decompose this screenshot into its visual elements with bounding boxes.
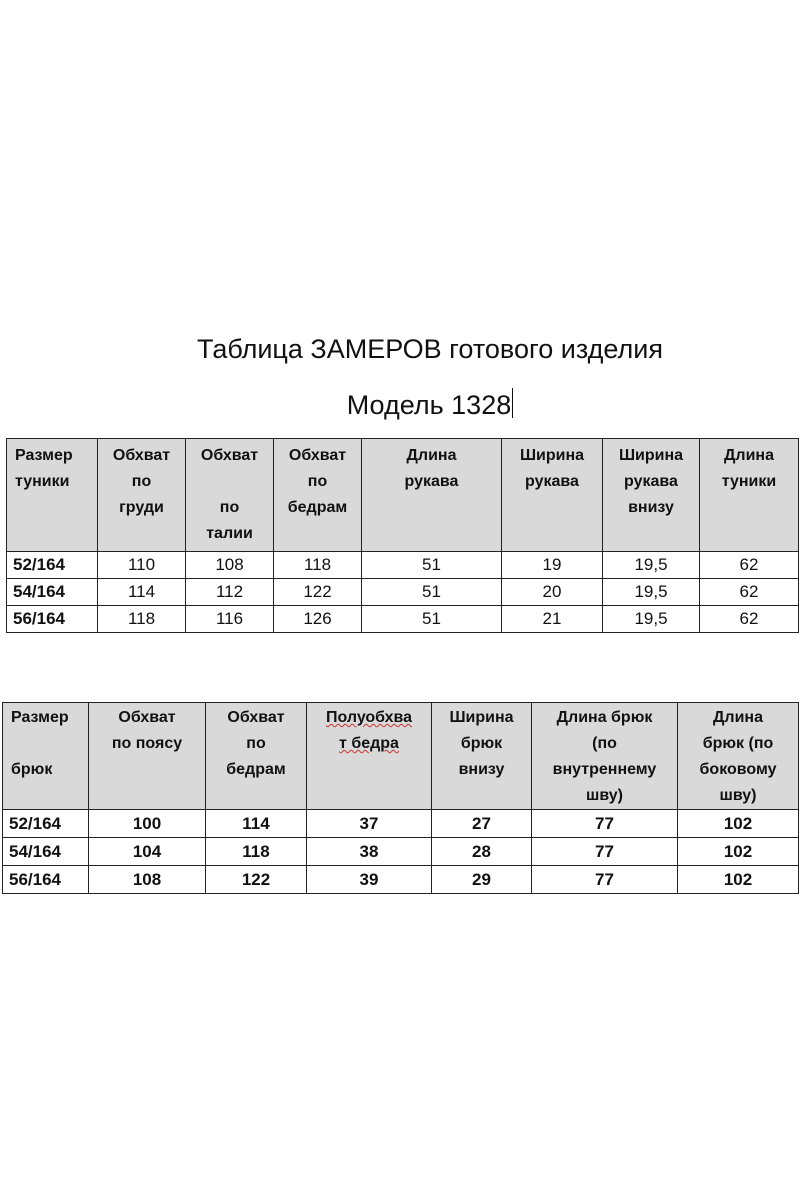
header-line: (по [592, 735, 617, 752]
value-cell: 51 [362, 552, 502, 579]
tunic-header-cell [502, 439, 603, 552]
header-line: Ширина [449, 709, 514, 726]
pants-header-cell [89, 703, 206, 810]
value-cell: 102 [678, 810, 799, 838]
value-cell: 21 [502, 606, 603, 633]
header-line: шву) [719, 787, 757, 804]
table-row [7, 552, 799, 579]
value-cell: 19,5 [603, 606, 700, 633]
value-cell: 39 [307, 866, 432, 894]
pants-header-cell [206, 703, 307, 810]
header-line: Обхват [112, 447, 171, 464]
value-cell: 122 [206, 866, 307, 894]
header-line: туники [15, 473, 70, 490]
header-line: рукава [525, 473, 579, 490]
header-line: брюк [460, 735, 503, 752]
size-cell: 52/164 [7, 552, 98, 579]
value-cell: 104 [89, 838, 206, 866]
pants-header-row [3, 703, 799, 810]
header-line: Длина брюк [556, 709, 653, 726]
header-line: Обхват [118, 709, 176, 726]
value-cell: 51 [362, 579, 502, 606]
header-line: Полуобхва [325, 709, 412, 726]
value-cell: 108 [89, 866, 206, 894]
tunic-header-cell [362, 439, 502, 552]
pants-header-cell [3, 703, 89, 810]
table-row [7, 579, 799, 606]
header-line: Размер [11, 709, 69, 726]
value-cell: 20 [502, 579, 603, 606]
header-line: рукава [404, 473, 459, 490]
header-line: по поясу [111, 735, 183, 752]
value-cell: 77 [532, 838, 678, 866]
header-line: внизу [628, 499, 674, 516]
tunic-header-row [7, 439, 799, 552]
header-line: Ширина [519, 447, 585, 464]
value-cell: 118 [274, 552, 362, 579]
header-line: талии [206, 525, 253, 542]
header-line [186, 469, 273, 495]
value-cell: 38 [307, 838, 432, 866]
table-row [3, 866, 799, 894]
tunic-header-cell [603, 439, 700, 552]
table-row [3, 810, 799, 838]
value-cell: 102 [678, 838, 799, 866]
pants-header-cell [432, 703, 532, 810]
header-line: внутреннему [552, 761, 657, 778]
size-cell: 56/164 [7, 606, 98, 633]
header-line: Обхват [200, 447, 259, 464]
value-cell: 102 [678, 866, 799, 894]
model-label: Модель 1328 [346, 390, 512, 420]
text-cursor [512, 388, 513, 418]
value-cell: 77 [532, 866, 678, 894]
header-line: брюк (по [702, 735, 774, 752]
value-cell: 110 [98, 552, 186, 579]
header-line: по [307, 473, 328, 490]
header-line [11, 731, 88, 757]
header-line: по [219, 499, 240, 516]
document-title: Таблица ЗАМЕРОВ готового изделия [197, 334, 663, 364]
header-line: внизу [458, 761, 505, 778]
header-line: Размер [15, 447, 73, 464]
value-cell: 19 [502, 552, 603, 579]
table-row [3, 838, 799, 866]
value-cell: 27 [432, 810, 532, 838]
header-line: Ширина [618, 447, 684, 464]
value-cell: 62 [700, 579, 799, 606]
value-cell: 108 [186, 552, 274, 579]
value-cell: 118 [98, 606, 186, 633]
header-line: Длина [406, 447, 457, 464]
value-cell: 29 [432, 866, 532, 894]
value-cell: 62 [700, 552, 799, 579]
value-cell: 114 [98, 579, 186, 606]
size-cell: 54/164 [7, 579, 98, 606]
value-cell: 62 [700, 606, 799, 633]
size-cell: 56/164 [3, 866, 89, 894]
tunic-header-cell [700, 439, 799, 552]
pants-header-cell [532, 703, 678, 810]
header-line: Обхват [227, 709, 285, 726]
header-line: брюк [11, 761, 53, 778]
header-line: по [246, 735, 266, 752]
value-cell: 118 [206, 838, 307, 866]
tunic-measurements-table [6, 438, 799, 633]
header-line: боковому [699, 761, 777, 778]
header-line: груди [119, 499, 164, 516]
value-cell: 28 [432, 838, 532, 866]
value-cell: 100 [89, 810, 206, 838]
pants-header-cell [678, 703, 799, 810]
pants-header-cell [307, 703, 432, 810]
header-line: шву) [586, 787, 623, 804]
tunic-header-cell [274, 439, 362, 552]
tunic-header-cell [7, 439, 98, 552]
value-cell: 114 [206, 810, 307, 838]
table-row [7, 606, 799, 633]
model-title [0, 388, 800, 421]
header-line: туники [721, 473, 777, 490]
value-cell: 37 [307, 810, 432, 838]
value-cell: 19,5 [603, 579, 700, 606]
header-line: бедрам [226, 761, 286, 778]
pants-measurements-table [2, 702, 799, 894]
header-line: Длина [724, 447, 774, 464]
value-cell: 116 [186, 606, 274, 633]
value-cell: 77 [532, 810, 678, 838]
header-line: Длина [713, 709, 763, 726]
size-cell: 54/164 [3, 838, 89, 866]
tunic-header-cell [186, 439, 274, 552]
value-cell: 126 [274, 606, 362, 633]
size-cell: 52/164 [3, 810, 89, 838]
value-cell: 122 [274, 579, 362, 606]
header-line: бедрам [287, 499, 348, 516]
value-cell: 112 [186, 579, 274, 606]
value-cell: 51 [362, 606, 502, 633]
header-line: Обхват [288, 447, 347, 464]
header-line: рукава [624, 473, 678, 490]
header-line: т бедра [339, 735, 399, 752]
value-cell: 19,5 [603, 552, 700, 579]
tunic-header-cell [98, 439, 186, 552]
header-line: по [131, 473, 152, 490]
